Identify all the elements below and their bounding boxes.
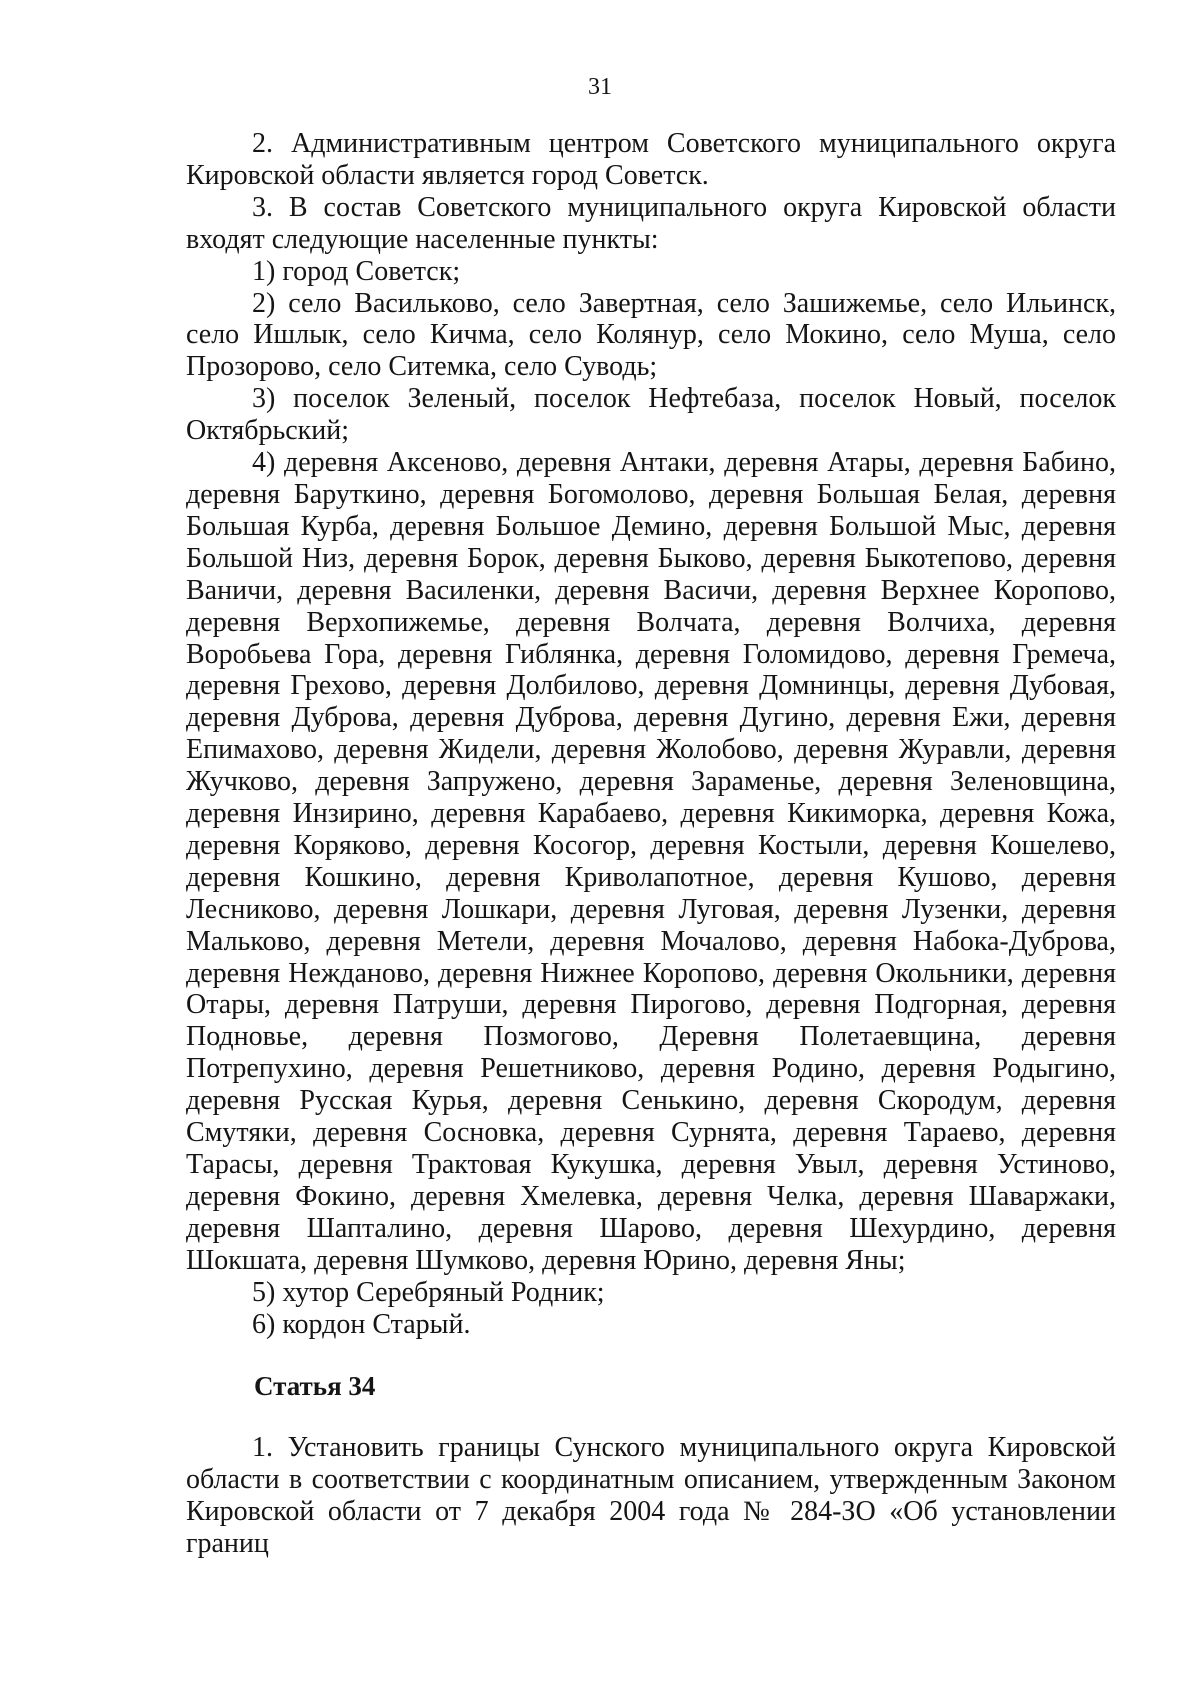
paragraph-administrative-center: 2. Административным центром Советского муниципального округа Кировской области является город Советск. — [186, 128, 1116, 191]
document-body — [186, 128, 1116, 1560]
list-item-villages-derevnya: 4) деревня Аксеново, деревня Антаки, деревня Атары, деревня Бабино, деревня Баруткино, деревня Богомолово, деревня Большая Белая, деревня Большая Курба, деревня Большое Демино, деревня Большой Мыс, деревня Большой Низ, деревня Борок, деревня Быково, деревня Быкотепово, деревня Ваничи, деревня Василенки, деревня Васичи, деревня Верхнее Коропово, деревня Верхопижемье, деревня Волчата, деревня Волчиха, деревня Воробьева Гора, деревня Гиблянка, деревня Голомидово, деревня Гремеча, деревня Грехово, деревня Долбилово, деревня Домнинцы, деревня Дубовая, деревня Дуброва, деревня Дуброва, деревня Дугино, деревня Ежи, деревня Епимахово, деревня Жидели, деревня Жолобово, деревня Журавли, деревня Жучково, деревня Запружено, деревня Зараменье, деревня Зеленовщина, деревня Инзирино, деревня Карабаево, деревня Кикиморка, деревня Кожа, деревня Коряково, деревня Косогор, деревня Костыли, деревня Кошелево, деревня Кошкино, деревня Криволапотное, деревня Кушово, деревня Лесниково, деревня Лошкари, деревня Луговая, деревня Лузенки, деревня Мальково, деревня Метели, деревня Мочалово, деревня Набока-Дуброва, деревня Нежданово, деревня Нижнее Коропово, деревня Окольники, деревня Отары, деревня Патруши, деревня Пирогово, деревня Подгорная, деревня Подновье, деревня Позмогово, Деревня Полетаевщина, деревня Потрепухино, деревня Решетниково, деревня Родино, деревня Родыгино, деревня Русская Курья, деревня Сенькино, деревня Скородум, деревня Смутяки, деревня Сосновка, деревня Сурнята, деревня Тараево, деревня Тарасы, деревня Трактовая Кукушка, деревня Увыл, деревня Устиново, деревня Фокино, деревня Хмелевка, деревня Челка, деревня Шаваржаки, деревня Шапталино, деревня Шарово, деревня Шехурдино, деревня Шокшата, деревня Шумково, деревня Юрино, деревня Яны; — [186, 447, 1116, 1276]
paragraph-sunsky-boundaries: 1. Установить границы Сунского муниципального округа Кировской области в соответствии с координатным описанием, утвержденным Законом Кировской области от 7 декабря 2004 года № 284-ЗО «Об установлении границ — [186, 1432, 1116, 1560]
list-item-settlements: 3) поселок Зеленый, поселок Нефтебаза, поселок Новый, поселок Октябрьский; — [186, 383, 1116, 447]
list-item-towns: 1) город Советск; — [252, 255, 461, 287]
page-number: 31 — [588, 74, 612, 100]
article-heading: Статья 34 — [254, 1371, 376, 1402]
list-item-villages-selo: 2) село Васильково, село Завертная, село Зашижемье, село Ильинск, село Ишлык, село Кичма, село Колянур, село Мокино, село Муша, село Прозорово, село Ситемка, село Суводь; — [186, 287, 1116, 383]
list-item-kordon: 6) кордон Старый. — [252, 1308, 471, 1340]
list-item-khutor: 5) хутор Серебряный Родник; — [252, 1276, 605, 1308]
paragraph-composition-intro: 3. В состав Советского муниципального округа Кировской области входят следующие населенные пункты: — [186, 191, 1116, 255]
